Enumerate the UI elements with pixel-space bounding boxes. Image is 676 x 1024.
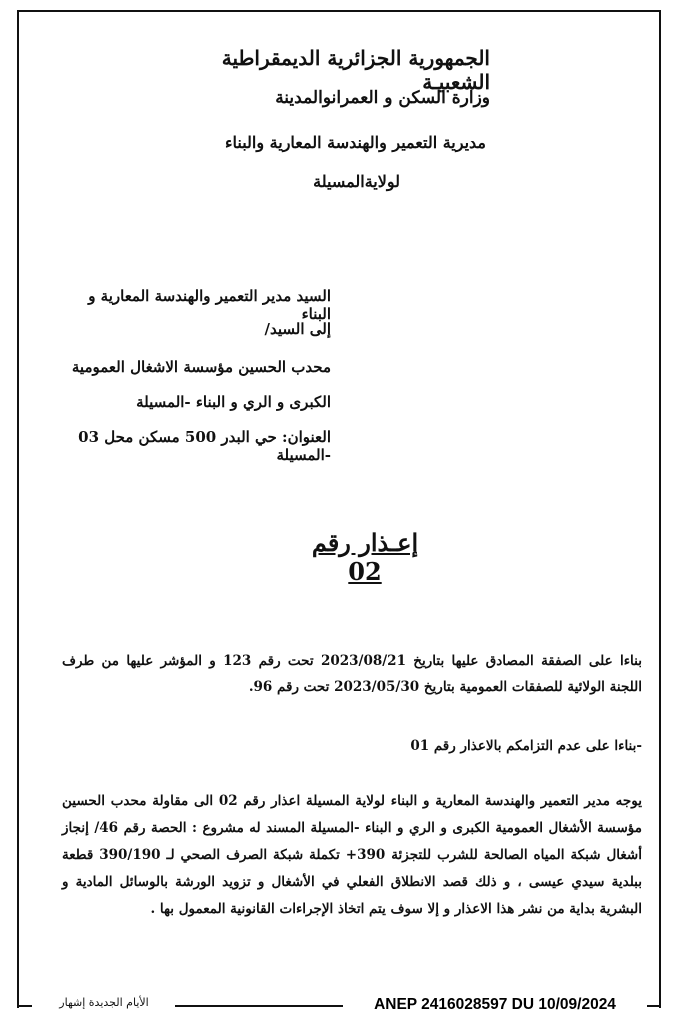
header-wilaya: لولايةالمسيلة (313, 172, 400, 191)
border-bottom-segment (175, 1005, 343, 1007)
border-bottom-segment (17, 1005, 32, 1007)
header-ministry: وزارة السكن و العمرانوالمدينة (275, 88, 490, 108)
footer-newspaper: الأيام الجديدة إشهار (35, 996, 173, 1009)
recipient-address: العنوان: حي البدر 500 مسكن محل 03 -المسيلة (78, 428, 331, 464)
sender-line: السيد مدير التعمير والهندسة المعارية و البناء (88, 287, 331, 323)
recipient-name-continued: الكبرى و الري و البناء -المسيلة (136, 393, 331, 411)
header-republic: الجمهورية الجزائرية الديمقراطية الشعبيـة (221, 46, 490, 94)
header-directorate: مديرية التعمير والهندسة المعارية والبناء (225, 133, 486, 152)
border-bottom-segment (647, 1005, 659, 1007)
recipient-label: إلى السيد/ (264, 320, 331, 338)
paragraph-contract-reference: بناءا على الصفقة المصادق عليها بتاريخ 2023/08/21 تحت رقم 123 و المؤشر عليها من طرف اللجنة الولائية للصفقات العمومية بتاريخ 2023/05/30 تحت رقم 96. (62, 653, 642, 695)
footer-anep-reference: ANEP 2416028597 DU 10/09/2024 (345, 996, 645, 1014)
recipient-name: محدب الحسين مؤسسة الاشغال العمومية (71, 358, 331, 376)
notice-title: إعـذار رقم 02 (311, 528, 419, 586)
paragraph-notice-body: يوجه مدير التعمير والهندسة المعارية و البناء لولاية المسيلة اعذار رقم 02 الى مقاولة محدب الحسين مؤسسة الأشغال العمومية الكبرى و الري و البناء -المسيلة المسند له مشروع : الحصة رقم 46/ إنجاز أشغال شبكة المياه الصالحة للشرب للتجزئة 390+ تكملة شبكة الصرف الصحي لـ 390/190 قطعة ببلدية سيدي عيسى ، و ذلك قصد الانطلاق الفعلي في الأشغال و تزويد الورشة بالوسائل المادية و البشرية بداية من نشر هذا الاعذار و إلا سوف يتم اتخاذ الإجراءات القانونية المعمول بها . (62, 793, 642, 917)
paragraph-previous-notice: -بناءا على عدم التزامكم بالاعذار رقم 01 (410, 738, 642, 754)
